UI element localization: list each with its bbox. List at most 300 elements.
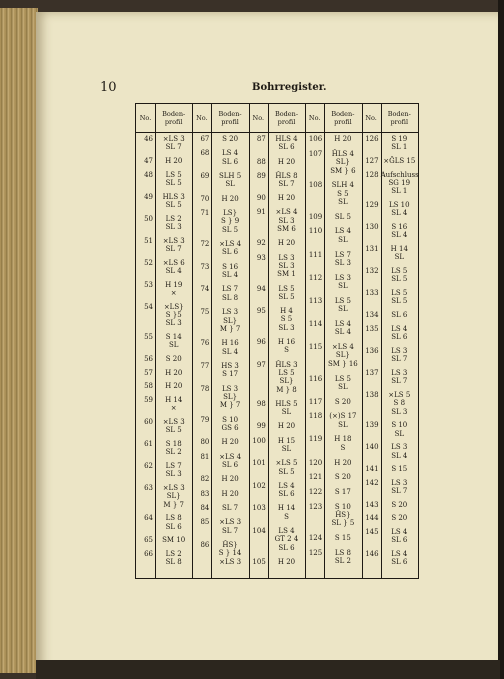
borehole-number: 93: [256, 253, 266, 262]
soil-profile-entry: S 5: [337, 189, 349, 198]
soil-profile-entry: H 20: [277, 239, 296, 248]
borehole-number: 124: [308, 534, 323, 543]
soil-profile-entry: SL}: [335, 158, 350, 167]
soil-profile-entry: SL 4: [391, 209, 408, 218]
borehole-number: 144: [365, 514, 379, 523]
borehole-number: 130: [365, 223, 379, 232]
soil-profile-entry: ⨯LS 4: [331, 342, 354, 351]
borehole-number: 62: [144, 461, 153, 470]
soil-profile-entry: H 14: [165, 395, 183, 404]
borehole-number: 112: [308, 273, 323, 282]
soil-profile-entry: ⨯LS 4: [275, 208, 298, 217]
borehole-number: 52: [144, 258, 153, 267]
soil-profile-entry: S 8: [393, 399, 406, 408]
borehole-number: 67: [200, 135, 210, 143]
soil-profile-entry: LS 5: [334, 296, 351, 305]
soil-profile-entry: LS 4: [334, 227, 351, 236]
soil-profile-entry: SL 7: [391, 355, 408, 364]
soil-profile-entry: S 20: [334, 397, 351, 406]
borehole-number: 47: [144, 157, 153, 165]
borehole-number: 120: [308, 458, 323, 467]
soil-profile-entry: SL 8: [222, 293, 239, 302]
soil-profile-entry: SL 7: [222, 526, 239, 535]
soil-profile-entry: LS 8: [165, 514, 182, 523]
soil-profile-entry: SM } 16: [327, 359, 358, 368]
header-no: No.: [308, 114, 321, 122]
soil-profile-entry: SL 5: [222, 225, 239, 234]
page-title: Bohrregister.: [252, 82, 327, 93]
borehole-number: 143: [365, 500, 379, 509]
soil-profile-entry: S 17: [222, 370, 239, 379]
soil-profile-entry: H 20: [165, 368, 183, 377]
soil-profile-entry: SL 5: [278, 467, 295, 476]
soil-profile-entry: SL 6: [222, 248, 239, 257]
header-no: No.: [139, 114, 152, 122]
soil-profile-entry: LS 3: [222, 308, 239, 317]
soil-profile-entry: LS 3: [222, 384, 239, 393]
borehole-number: 60: [144, 417, 153, 426]
soil-profile-entry: S 20: [391, 514, 408, 523]
soil-profile-entry: S 20: [391, 500, 408, 509]
header-divider: [136, 132, 418, 133]
soil-profile-entry: LS 5: [391, 267, 408, 276]
soil-profile-entry: SL: [281, 445, 292, 454]
soil-profile-entry: SL 6: [165, 522, 182, 531]
background-edge: [498, 0, 504, 679]
soil-profile-entry: SL 2: [334, 557, 351, 566]
borehole-number: 90: [256, 194, 266, 203]
borehole-number: 61: [144, 439, 153, 448]
soil-profile-entry: LS 5: [391, 289, 408, 298]
soil-profile-entry: SL 1: [391, 187, 408, 196]
soil-profile-entry: S 20: [334, 473, 351, 482]
borehole-number: 54: [144, 302, 153, 311]
soil-profile-entry: H 20: [221, 438, 239, 447]
borehole-number: 102: [252, 481, 266, 490]
borehole-number: 73: [200, 262, 210, 271]
soil-profile-entry: SL}: [335, 351, 350, 360]
borehole-number: 82: [200, 475, 210, 484]
soil-profile-entry: SL 7: [278, 180, 295, 189]
borehole-number: 131: [365, 245, 379, 254]
borehole-number: 121: [308, 473, 323, 482]
borehole-number: 96: [256, 338, 266, 347]
borehole-number: 56: [144, 355, 153, 364]
header-profile: Boden- profil: [274, 110, 299, 126]
soil-profile-entry: SL 6: [278, 143, 295, 152]
soil-profile-entry: S 20: [165, 355, 182, 364]
borehole-number: 70: [200, 194, 210, 203]
soil-profile-entry: S } 14: [218, 549, 242, 558]
soil-profile-entry: LS 3: [391, 346, 408, 355]
soil-profile-entry: SM } 6: [330, 166, 356, 175]
borehole-number: 71: [200, 208, 210, 217]
soil-profile-entry: HS 3: [221, 361, 239, 370]
soil-profile-entry: SL 4: [391, 231, 408, 240]
soil-profile-entry: LS 7: [165, 461, 182, 470]
borehole-number: 94: [256, 284, 266, 293]
soil-profile-entry: SL 2: [165, 448, 182, 457]
borehole-number: 98: [256, 399, 266, 408]
soil-profile-entry: SL 6: [222, 461, 239, 470]
soil-profile-entry: S: [284, 346, 289, 355]
soil-profile-entry: LS 3: [391, 443, 408, 452]
soil-profile-entry: ⨯LS 3: [219, 557, 242, 566]
soil-profile-entry: S 20: [222, 135, 239, 143]
borehole-number: 85: [200, 518, 210, 527]
borehole-number: 92: [256, 239, 266, 248]
soil-profile-entry: ⨯LS 3: [162, 135, 185, 143]
soil-profile-entry: M } 7: [163, 500, 184, 509]
bottom-shadow: [36, 660, 500, 679]
soil-profile-entry: LS 4: [222, 149, 239, 158]
soil-profile-entry: LS 4: [391, 527, 408, 536]
borehole-number: 145: [365, 527, 379, 536]
soil-profile-entry: SL 4: [391, 451, 408, 460]
borehole-number: 84: [200, 503, 210, 512]
soil-profile-entry: LS 3: [334, 273, 351, 282]
header-no: No.: [196, 114, 208, 122]
soil-profile-entry: ⨯LS 4: [219, 452, 242, 461]
borehole-number: 133: [365, 289, 379, 298]
soil-profile-entry: SL 4: [222, 271, 239, 280]
soil-profile-entry: SL: [225, 180, 235, 189]
soil-profile-entry: H 20: [221, 489, 239, 498]
soil-profile-entry: SL: [394, 253, 405, 262]
soil-profile-entry: SL: [338, 235, 348, 244]
soil-profile-entry: H 20: [334, 135, 352, 143]
soil-profile-entry: S 16: [391, 223, 408, 232]
soil-profile-entry: SL 7: [391, 487, 408, 496]
soil-profile-entry: SL 3: [334, 258, 351, 267]
borehole-number: 111: [308, 250, 323, 259]
soil-profile-entry: LS 5: [278, 284, 295, 293]
soil-profile-entry: SL 3: [278, 216, 295, 225]
soil-profile-entry: ⨯LS 6: [162, 258, 185, 267]
borehole-number: 107: [308, 149, 323, 158]
soil-profile-entry: SL 3: [278, 261, 295, 270]
soil-profile-entry: H 20: [165, 382, 183, 391]
soil-profile-entry: LS 4: [278, 526, 295, 535]
soil-profile-entry: SG 19: [388, 179, 411, 188]
soil-profile-entry: S 10: [222, 415, 239, 424]
soil-profile-entry: GT 2 4: [274, 535, 299, 544]
borehole-number: 142: [365, 478, 379, 487]
soil-profile-entry: H 20: [277, 194, 296, 203]
soil-profile-entry: S 14: [165, 333, 182, 342]
borehole-number: 78: [200, 384, 210, 393]
soil-profile-entry: SL 5: [165, 201, 182, 210]
borehole-number: 89: [256, 171, 266, 180]
soil-profile-entry: ĤS}: [335, 511, 351, 520]
borehole-number: 132: [365, 267, 379, 276]
borehole-number: 110: [308, 227, 323, 236]
soil-profile-entry: SL 6: [278, 490, 295, 499]
soil-profile-entry: SL 1: [391, 143, 408, 152]
soil-profile-entry: SL}: [166, 492, 181, 501]
soil-profile-entry: GS 6: [221, 424, 239, 433]
soil-profile-entry: LS 5: [278, 368, 295, 377]
soil-profile-entry: SL 6: [391, 558, 408, 567]
soil-profile-entry: S 10: [334, 502, 351, 511]
soil-profile-entry: H 16: [221, 339, 239, 348]
soil-profile-entry: SL 5: [391, 297, 408, 306]
header-profile: Boden- profil: [331, 110, 355, 126]
borehole-number: 69: [200, 171, 210, 180]
soil-profile-entry: S }5: [165, 311, 182, 320]
soil-profile-entry: SL 5: [391, 275, 408, 284]
soil-profile-entry: SLH 4: [331, 181, 354, 190]
borehole-number: 53: [144, 280, 153, 289]
soil-profile-entry: LS 7: [334, 250, 351, 259]
borehole-number: 65: [144, 536, 153, 545]
soil-profile-entry: H 14: [390, 245, 408, 254]
borehole-number: 91: [256, 208, 266, 217]
borehole-number: 116: [308, 374, 323, 383]
soil-profile-entry: H 4: [280, 307, 293, 316]
borehole-number: 119: [308, 435, 323, 444]
soil-profile-entry: SL 3: [165, 319, 182, 328]
header-no: No.: [365, 114, 377, 122]
soil-profile-entry: LS 2: [165, 214, 182, 223]
soil-profile-entry: H 20: [221, 475, 239, 484]
borehole-number: 117: [308, 397, 323, 406]
book-page-edges: [0, 8, 38, 673]
soil-profile-entry: S: [340, 443, 346, 452]
soil-profile-entry: SL 7: [165, 245, 182, 254]
soil-profile-entry: LS 3: [391, 368, 408, 377]
soil-profile-entry: S 15: [334, 534, 351, 543]
borehole-number: 140: [365, 443, 379, 452]
soil-profile-entry: SL 5: [334, 212, 351, 221]
soil-profile-entry: S 15: [391, 465, 408, 474]
soil-profile-entry: SL 4: [222, 347, 239, 356]
borehole-number: 87: [256, 135, 266, 143]
soil-profile-entry: S 10: [391, 421, 408, 430]
soil-profile-entry: SL: [394, 429, 405, 438]
soil-profile-entry: SL: [281, 408, 292, 417]
soil-profile-entry: H 16: [277, 338, 296, 347]
soil-profile-entry: S 16: [222, 262, 239, 271]
borehole-number: 113: [308, 296, 323, 305]
soil-profile-entry: LS 4: [278, 481, 295, 490]
borehole-number: 55: [144, 333, 153, 342]
borehole-number: 118: [308, 412, 323, 421]
borehole-number: 137: [365, 368, 379, 377]
soil-profile-entry: H 20: [277, 422, 296, 431]
soil-profile-entry: SL 3: [165, 470, 182, 479]
soil-profile-entry: LS 7: [222, 285, 239, 294]
soil-profile-entry: SL 5: [278, 292, 295, 301]
soil-profile-entry: S 17: [334, 487, 351, 496]
borehole-number: 104: [252, 526, 266, 535]
soil-profile-entry: H 20: [334, 458, 352, 467]
soil-profile-entry: ⨯ĜLS 15: [383, 157, 416, 165]
borehole-number: 72: [200, 240, 210, 249]
borehole-number: 105: [252, 557, 266, 566]
soil-profile-entry: S } 9: [221, 217, 240, 226]
soil-profile-entry: S 5: [280, 315, 293, 324]
borehole-number: 68: [200, 149, 210, 158]
soil-profile-entry: LS}: [223, 208, 238, 217]
soil-profile-entry: ⨯LS 3: [162, 236, 185, 245]
soil-profile-entry: LS 5: [334, 374, 351, 383]
header-no: No.: [252, 114, 265, 122]
soil-profile-entry: ⨯LS 3: [219, 518, 242, 527]
soil-profile-entry: SL: [338, 420, 348, 429]
soil-profile-entry: M } 8: [276, 385, 297, 394]
soil-profile-entry: ⨯: [170, 289, 177, 298]
soil-profile-entry: SL 7: [165, 143, 182, 152]
borehole-number: 134: [365, 311, 379, 320]
soil-profile-entry: HLS 4: [275, 135, 298, 143]
soil-profile-entry: LS 5: [165, 170, 182, 179]
borehole-number: 80: [200, 438, 210, 447]
borehole-number: 109: [308, 212, 323, 221]
borehole-register-table: [135, 103, 419, 579]
soil-profile-entry: SL}: [223, 392, 238, 401]
soil-profile-entry: ⨯LS 4: [219, 240, 242, 249]
soil-profile-entry: SL 8: [165, 558, 182, 567]
borehole-number: 135: [365, 324, 379, 333]
borehole-number: 64: [144, 514, 153, 523]
soil-profile-entry: SL 6: [391, 333, 408, 342]
borehole-number: 50: [144, 214, 153, 223]
borehole-number: 108: [308, 181, 323, 190]
borehole-number: 114: [308, 319, 323, 328]
soil-profile-entry: SL: [338, 282, 348, 291]
soil-profile-entry: SL 6: [278, 543, 295, 552]
borehole-number: 51: [144, 236, 153, 245]
soil-profile-entry: LS 4: [391, 549, 408, 558]
soil-profile-entry: SL 5: [165, 426, 182, 435]
borehole-number: 83: [200, 489, 210, 498]
borehole-number: 58: [144, 382, 153, 391]
borehole-number: 127: [365, 157, 379, 165]
soil-profile-entry: S: [284, 512, 289, 521]
soil-profile-entry: SLH 5: [218, 171, 242, 180]
header-profile: Boden- profil: [218, 110, 242, 126]
borehole-number: 123: [308, 502, 323, 511]
borehole-number: 138: [365, 390, 379, 399]
soil-profile-entry: ĤLS 4: [331, 149, 354, 158]
soil-profile-entry: S 19: [391, 135, 408, 143]
borehole-number: 77: [200, 361, 210, 370]
soil-profile-entry: ⨯: [170, 404, 177, 413]
borehole-number: 79: [200, 415, 210, 424]
soil-profile-entry: SL}: [279, 377, 294, 386]
borehole-number: 88: [256, 157, 266, 166]
soil-profile-entry: SL 4: [334, 328, 351, 337]
soil-profile-entry: S 18: [165, 439, 182, 448]
borehole-number: 86: [200, 540, 210, 549]
soil-profile-entry: M } 7: [219, 401, 241, 410]
soil-profile-entry: H 20: [277, 157, 296, 166]
borehole-number: 128: [365, 170, 379, 179]
soil-profile-entry: H 14: [277, 504, 296, 513]
soil-profile-entry: SM 6: [277, 225, 296, 234]
borehole-number: 126: [365, 135, 379, 143]
soil-profile-entry: LS 4: [334, 319, 351, 328]
soil-profile-entry: Aufschluss: [380, 170, 419, 179]
soil-profile-entry: SL 6: [391, 311, 408, 320]
borehole-number: 76: [200, 339, 210, 348]
borehole-number: 115: [308, 342, 323, 351]
soil-profile-entry: SL } 5: [331, 519, 355, 528]
borehole-number: 100: [252, 436, 266, 445]
soil-profile-entry: SL 7: [222, 503, 239, 512]
borehole-number: 99: [256, 422, 266, 431]
soil-profile-entry: SL 3: [278, 323, 295, 332]
soil-profile-entry: H 20: [277, 557, 296, 566]
header-profile: Boden- profil: [162, 110, 186, 126]
soil-profile-entry: LS 2: [165, 549, 182, 558]
soil-profile-entry: LS 4: [391, 324, 408, 333]
borehole-number: 75: [200, 308, 210, 317]
borehole-number: 95: [256, 307, 266, 316]
soil-profile-entry: SL 7: [391, 377, 408, 386]
borehole-number: 74: [200, 285, 210, 294]
soil-profile-entry: ĤLS 3: [275, 360, 298, 369]
header-profile: Boden- profil: [387, 110, 411, 126]
soil-profile-entry: SM 1: [277, 270, 296, 279]
soil-profile-entry: SL 6: [391, 536, 408, 545]
borehole-number: 48: [144, 170, 153, 179]
soil-profile-entry: SL: [168, 341, 179, 350]
borehole-number: 81: [200, 452, 210, 461]
soil-profile-entry: (⨯)S 17: [329, 412, 357, 421]
soil-profile-entry: ĤLS 8: [275, 171, 298, 180]
borehole-number: 49: [144, 192, 153, 201]
soil-profile-entry: H 20: [165, 157, 183, 165]
soil-profile-entry: HLS 3: [162, 192, 185, 201]
borehole-number: 146: [365, 549, 379, 558]
soil-profile-entry: ⨯LS}: [163, 302, 184, 311]
soil-profile-entry: SL: [338, 198, 348, 207]
soil-profile-entry: H 20: [221, 194, 239, 203]
borehole-number: 122: [308, 487, 323, 496]
soil-profile-entry: ĤS}: [222, 540, 238, 549]
borehole-number: 101: [252, 459, 266, 468]
soil-profile-entry: LS 10: [389, 201, 410, 210]
page-number: 10: [100, 80, 117, 95]
borehole-number: 106: [308, 135, 323, 143]
borehole-number: 66: [144, 549, 153, 558]
borehole-number: 136: [365, 346, 379, 355]
borehole-number: 59: [144, 395, 153, 404]
soil-profile-entry: SL 4: [165, 267, 182, 276]
borehole-number: 141: [365, 465, 379, 474]
borehole-number: 63: [144, 483, 153, 492]
soil-profile-entry: ⨯LS 3: [162, 417, 185, 426]
soil-profile-entry: SL 3: [165, 223, 182, 232]
soil-profile-entry: SL: [338, 305, 348, 314]
borehole-number: 46: [144, 135, 153, 143]
borehole-number: 139: [365, 421, 379, 430]
soil-profile-entry: SL 5: [165, 179, 182, 188]
borehole-number: 103: [252, 504, 266, 513]
soil-profile-entry: SL: [338, 382, 348, 391]
borehole-number: 125: [308, 548, 323, 557]
borehole-number: 57: [144, 368, 153, 377]
soil-profile-entry: H 19: [165, 280, 183, 289]
soil-profile-entry: H 15: [277, 436, 296, 445]
soil-profile-entry: SM 10: [162, 536, 186, 545]
soil-profile-entry: SL}: [223, 316, 238, 325]
borehole-number: 129: [365, 201, 379, 210]
soil-profile-entry: LS 8: [334, 548, 351, 557]
soil-profile-entry: ⨯LS 3: [162, 483, 185, 492]
